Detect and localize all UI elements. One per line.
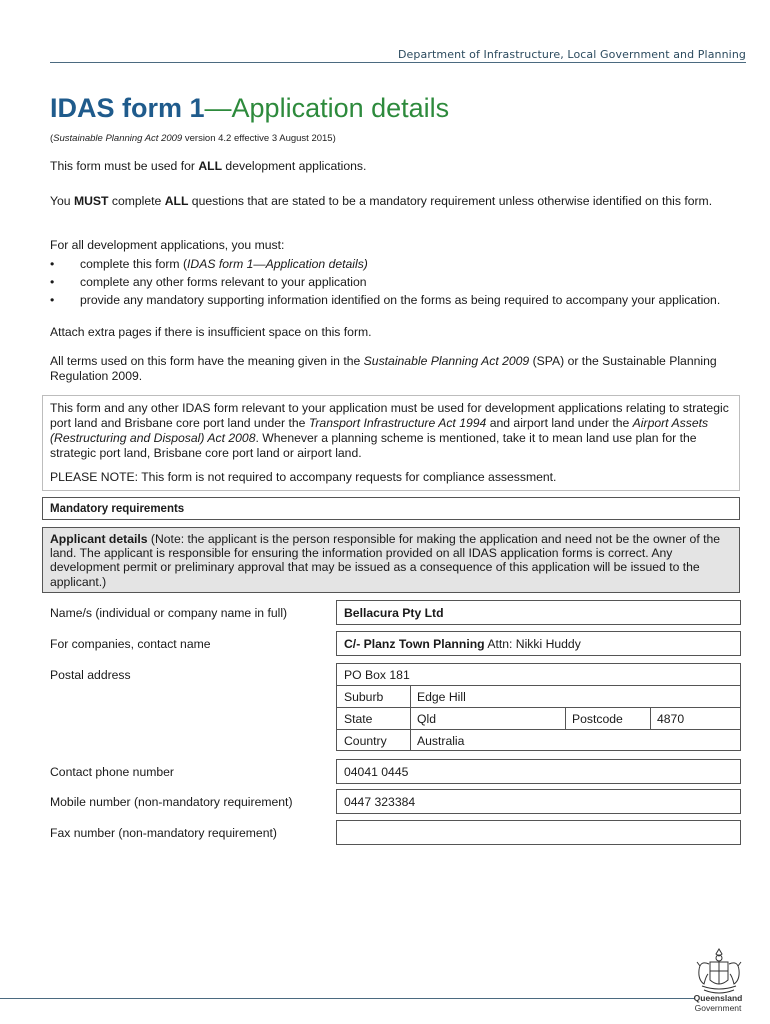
suburb-field[interactable]: Edge Hill bbox=[417, 690, 466, 704]
bullet-text: provide any mandatory supporting information identified on the forms as being required to accompany your application. bbox=[80, 293, 721, 307]
mobile-value: 0447 323384 bbox=[344, 795, 416, 809]
state-label: State bbox=[344, 712, 373, 726]
postcode-label: Postcode bbox=[572, 712, 623, 726]
intro-paragraph-1: This form must be used for ALL development applications. bbox=[50, 159, 367, 173]
applicant-details-note bbox=[42, 527, 740, 593]
postal-address-grid bbox=[336, 663, 741, 751]
phone-field[interactable] bbox=[336, 759, 741, 784]
form-subtitle: —Application details bbox=[204, 93, 450, 123]
version-act: Sustainable Planning Act 2009 bbox=[53, 133, 183, 144]
postcode-field[interactable]: 4870 bbox=[657, 712, 685, 726]
state-field[interactable]: Qld bbox=[417, 712, 436, 726]
phone-label: Contact phone number bbox=[50, 765, 174, 779]
bullet-text: complete this form (IDAS form 1—Application details) bbox=[80, 257, 368, 271]
intro-paragraph-2: You MUST complete ALL questions that are stated to be a mandatory requirement unless otherwise identified on this form. bbox=[50, 194, 713, 208]
bullet-dot: • bbox=[50, 293, 55, 307]
queensland-wordmark: Queensland bbox=[693, 993, 743, 1003]
postal-address-label: Postal address bbox=[50, 668, 131, 682]
fax-label: Fax number (non-mandatory requirement) bbox=[50, 826, 277, 840]
country-label: Country bbox=[344, 734, 387, 748]
mandatory-requirements-heading: Mandatory requirements bbox=[42, 497, 740, 520]
bullet-dot: • bbox=[50, 257, 55, 271]
mobile-label: Mobile number (non-mandatory requirement) bbox=[50, 795, 293, 809]
intro-paragraph-5: All terms used on this form have the meaning given in the Sustainable Planning Act 2009 (SPA) or the Sustainable Planning Regulation 2009. bbox=[50, 354, 717, 383]
name-field[interactable] bbox=[336, 600, 741, 625]
name-value: Bellacura Pty Ltd bbox=[344, 606, 444, 620]
intro-paragraph-4: Attach extra pages if there is insufficient space on this form. bbox=[50, 325, 372, 339]
intro-paragraph-3: For all development applications, you must: bbox=[50, 238, 285, 252]
phone-value: 04041 0445 bbox=[344, 765, 409, 779]
bullet-dot: • bbox=[50, 275, 55, 289]
bullet-text: complete any other forms relevant to your application bbox=[80, 275, 367, 289]
contact-name-value: C/- Planz Town Planning Attn: Nikki Huddy bbox=[344, 637, 581, 651]
footer-divider bbox=[0, 998, 695, 999]
government-wordmark: Government bbox=[694, 1003, 742, 1013]
name-label: Name/s (individual or company name in full) bbox=[50, 606, 288, 620]
please-note: PLEASE NOTE: This form is not required to accompany requests for compliance assessment. bbox=[50, 470, 557, 484]
header-divider bbox=[50, 62, 746, 63]
version-open: ( bbox=[50, 133, 54, 144]
suburb-label: Suburb bbox=[344, 690, 384, 704]
form-version bbox=[50, 131, 336, 146]
country-field[interactable]: Australia bbox=[417, 734, 465, 748]
form-name: IDAS form 1 bbox=[50, 93, 205, 123]
port-land-note bbox=[42, 395, 740, 491]
contact-name-label: For companies, contact name bbox=[50, 637, 211, 651]
postal-line-field[interactable]: PO Box 181 bbox=[344, 668, 410, 682]
contact-name-field[interactable] bbox=[336, 631, 741, 656]
fax-field[interactable] bbox=[336, 820, 741, 845]
department-name: Department of Infrastructure, Local Government and Planning bbox=[397, 48, 746, 61]
applicant-details-text: Applicant details (Note: the applicant is the person responsible for making the application and need not be the owner of the land. The applicant is responsible for ensuring the information provided on all IDAS application forms is correct. Any development permit or preliminary approval that may be issued as a consequence of this application will be issued to the applicant.) bbox=[50, 532, 721, 589]
version-rest: version 4.2 effective 3 August 2015) bbox=[182, 133, 336, 144]
page-title bbox=[50, 92, 449, 124]
mobile-field[interactable] bbox=[336, 789, 741, 814]
port-land-note-text: This form and any other IDAS form relevant to your application must be used for development applications relating to strategic port land and Brisbane core port land under the Transport Infrastructure Act 1994 and airport land under the Airport Assets (Restructuring and Disposal) Act 2008. Whenever a planning scheme is mentioned, take it to mean land use plan for the strategic port land, Brisbane core port land or airport land. bbox=[50, 401, 729, 460]
